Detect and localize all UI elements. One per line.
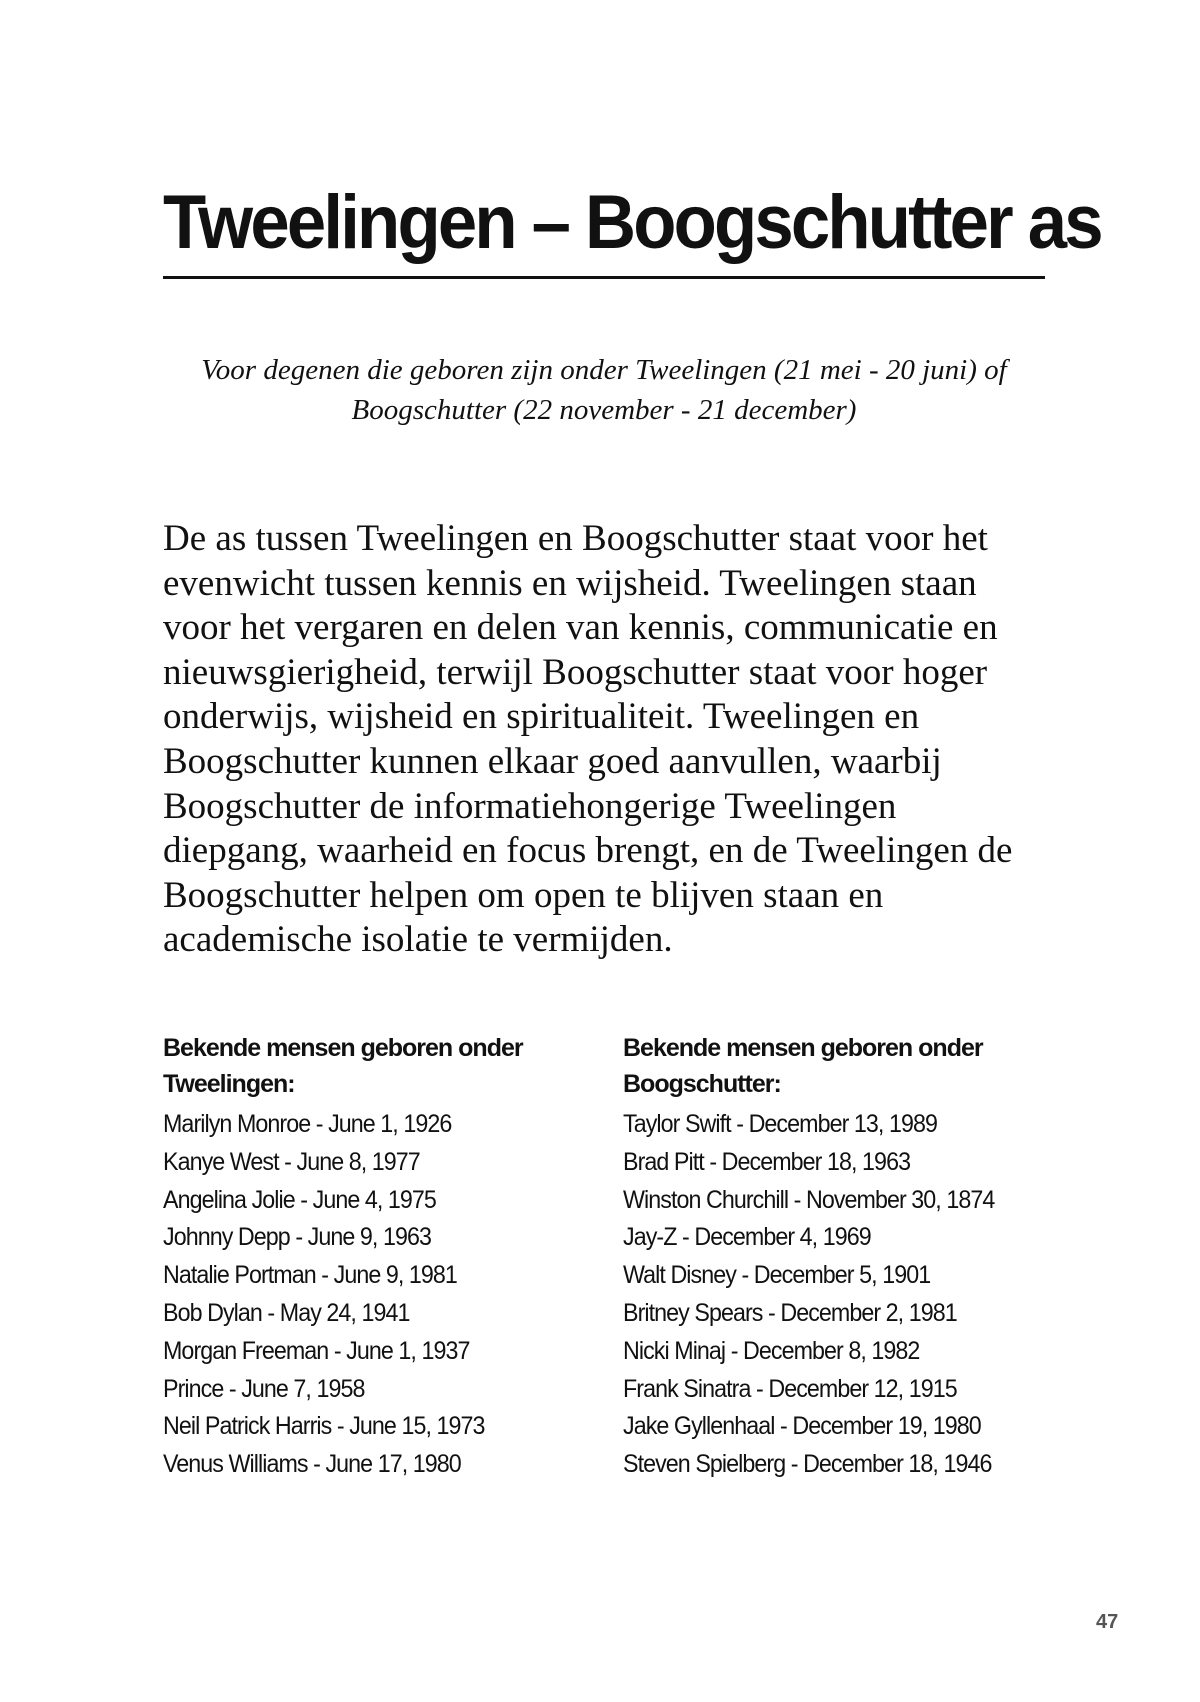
- gemini-celebrities-heading: Bekende mensen geboren onder Tweelingen:: [163, 1034, 523, 1098]
- list-item: Britney Spears - December 2, 1981: [623, 1298, 957, 1327]
- list-item: Brad Pitt - December 18, 1963: [623, 1147, 911, 1176]
- list-item: Winston Churchill - November 30, 1874: [623, 1185, 995, 1214]
- list-item: Venus Williams - June 17, 1980: [163, 1450, 461, 1479]
- page-number: 47: [1096, 1611, 1119, 1633]
- list-item: Prince - June 7, 1958: [163, 1374, 365, 1403]
- body-paragraph: De as tussen Tweelingen en Boogschutter staat voor het evenwicht tussen kennis en wijsheid. Tweelingen staan voor het vergaren en delen van kennis, communicatie en nieuwsgierigheid, terwijl Boogschutter staat voor hoger onderwijs, wijsheid en spiritualiteit. Tweelingen en Boogschutter kunnen elkaar goed aanvullen, waarbij Boogschutter de informatiehongerige Tweelingen diepgang, waarheid en focus brengt, en de Tweelingen de Boogschutter helpen om open te blijven staan en academische isolatie te vermijden.: [163, 518, 1013, 961]
- list-item: Morgan Freeman - June 1, 1937: [163, 1336, 470, 1365]
- subtitle: Voor degenen die geboren zijn onder Tweelingen (21 mei - 20 juni) of Boogschutter (22 november - 21 december): [201, 354, 1007, 426]
- list-item: Walt Disney - December 5, 1901: [623, 1261, 931, 1290]
- list-item: Johnny Depp - June 9, 1963: [163, 1223, 431, 1252]
- list-item: Neil Patrick Harris - June 15, 1973: [163, 1412, 485, 1441]
- list-item: Jay-Z - December 4, 1969: [623, 1223, 871, 1252]
- sagittarius-celebrities-heading: Bekende mensen geboren onder Boogschutter:: [623, 1034, 983, 1098]
- sagittarius-celebrities-column: [623, 1030, 1063, 1484]
- list-item: Steven Spielberg - December 18, 1946: [623, 1450, 992, 1479]
- gemini-celebrities-list: [163, 1106, 603, 1484]
- page-title: Tweelingen – Boogschutter as: [163, 180, 1101, 265]
- list-item: Angelina Jolie - June 4, 1975: [163, 1185, 436, 1214]
- sagittarius-celebrities-list: [623, 1106, 1063, 1484]
- list-item: Bob Dylan - May 24, 1941: [163, 1298, 410, 1327]
- list-item: Jake Gyllenhaal - December 19, 1980: [623, 1412, 981, 1441]
- list-item: Marilyn Monroe - June 1, 1926: [163, 1110, 452, 1138]
- gemini-celebrities-column: [163, 1030, 603, 1484]
- list-item: Natalie Portman - June 9, 1981: [163, 1261, 457, 1290]
- list-item: Nicki Minaj - December 8, 1982: [623, 1336, 920, 1365]
- title-underline: [163, 276, 1045, 279]
- list-item: Taylor Swift - December 13, 1989: [623, 1110, 937, 1138]
- list-item: Kanye West - June 8, 1977: [163, 1147, 420, 1176]
- list-item: Frank Sinatra - December 12, 1915: [623, 1374, 957, 1403]
